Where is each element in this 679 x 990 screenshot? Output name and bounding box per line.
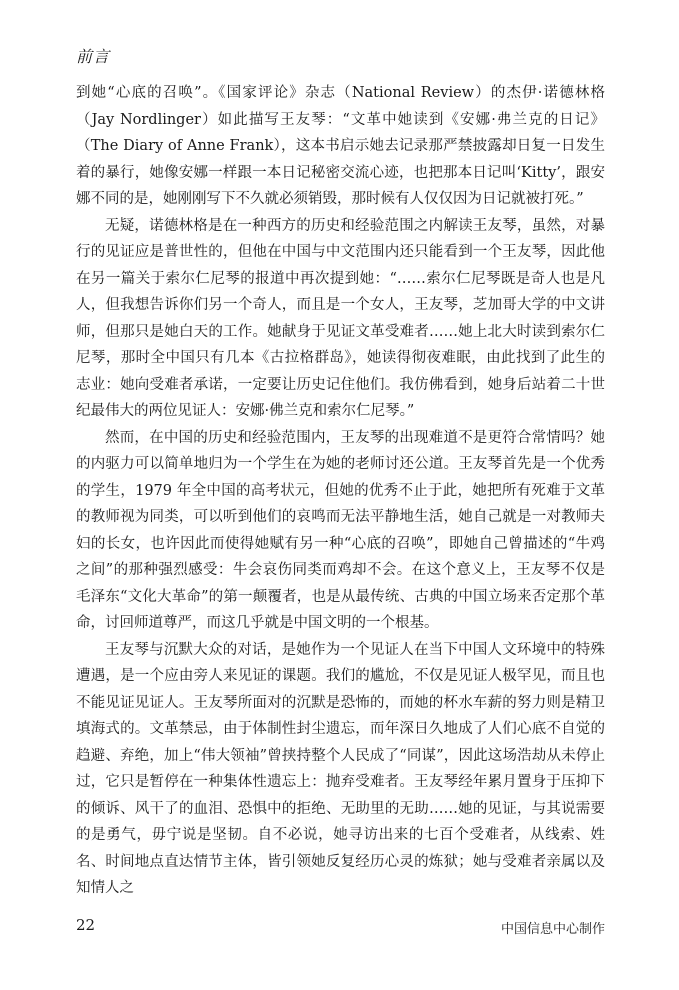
paragraph: 王友琴与沉默大众的对话，是她作为一个见证人在当下中国人文环境中的特殊遭遇，是一个应由旁人来见证的课题。我们的尴尬，不仅是见证人极罕见，而且也不能见证见证人。王友琴所面对的沉默是恐怖的，而她的杯水车薪的努力则是精卫填海式的。文革禁忌，由于体制性封尘遗忘，而年深日久地成了人们心底不自觉的趋避、弃绝，加上“伟大领袖”曾挟持整个人民成了“同谋”，因此这场浩劫从未停止过，它只是暂停在一种集体性遗忘上：抛弃受难者。王友琴经年累月置身于压抑下的倾诉、风干了的血泪、恐惧中的拒绝、无助里的无助……她的见证，与其说需要的是勇气，毋宁说是坚韧。自不必说，她寻访出来的七百个受难者，从线索、姓名、时间地点直达情节主体，皆引领她反复经历心灵的炼狱；她与受难者亲属以及知情人之 xyxy=(76,641,605,896)
paragraph: 无疑，诺德林格是在一种西方的历史和经验范围之内解读王友琴，虽然，对暴行的见证应是普世性的，但他在中国与中文范围内还只能看到一个王友琴，因此他在另一篇关于索尔仁尼琴的报道中再次提到她：“……索尔仁尼琴既是奇人也是凡人，但我想告诉你们另一个奇人，而且是一个女人，王友琴，芝加哥大学的中文讲师，但那只是她白天的工作。她献身于见证文革受难者……她上北大时读到索尔仁尼琴，那时全中国只有几本《古拉格群岛》，她读得彻夜难眠，由此找到了此生的志业：她向受难者承诺，一定要让历史记住他们。我仿佛看到，她身后站着二十世纪最伟大的两位见证人：安娜·佛兰克和索尔仁尼琴。” xyxy=(76,217,605,419)
paragraph-continuation: 到她“心底的召唤”。《国家评论》杂志（National Review）的杰伊·诺德林格（Jay Nordlinger）如此描写王友琴：“文革中她读到《安娜·弗兰克的日记》（The Diary of Anne Frank），这本书启示她去记录那严禁披露却日复一日发生着的暴行，她像安娜一样跟一本日记秘密交流心迹，也把那本日记叫‘Kitty’，跟安娜不同的是，她刚刚写下不久就必须销毁，那时候有人仅仅因为日记就被打死。” xyxy=(76,85,605,207)
page-number: 22 xyxy=(76,916,96,934)
body-text xyxy=(76,80,605,902)
page-header-title: 前言 xyxy=(76,47,111,66)
paragraph: 然而，在中国的历史和经验范围内，王友琴的出现难道不是更符合常情吗？她的内驱力可以简单地归为一个学生在为她的老师讨还公道。王友琴首先是一个优秀的学生，1979 年全中国的高考状元，但她的优秀不止于此，她把所有死难于文革的教师视为同类，可以听到他们的哀鸣而无法平静地生活，她自己就是一对教师夫妇的长女，也许因此而使得她赋有另一种“心底的召唤”，即她自己曾描述的“牛鸡之间”的那种强烈感受：牛会哀伤同类而鸡却不会。在这个意义上，王友琴不仅是毛泽东“文化大革命”的第一颠覆者，也是从最传统、古典的中国立场来否定那个革命，讨回师道尊严，而这几乎就是中国文明的一个根基。 xyxy=(76,429,605,631)
footer-credit: 中国信息中心制作 xyxy=(500,922,605,937)
